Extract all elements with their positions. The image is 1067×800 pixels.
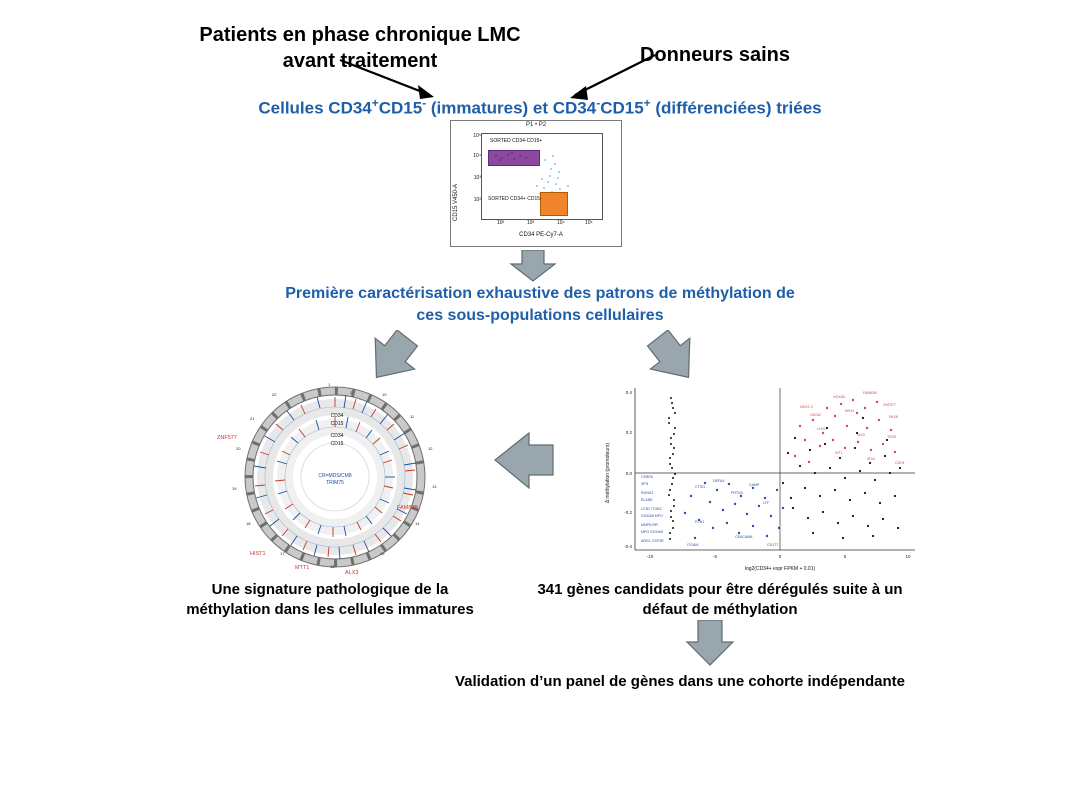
facs-gate-top-label: SORTED CD34-CD15+ <box>490 138 543 144</box>
circos-gene-znf577: ZNF577 <box>217 435 237 441</box>
scatter-gene-label-blue: CEACAM8 <box>735 535 753 539</box>
facs-y-ticks: 10⁵ 10⁴ 10³ 10² <box>473 133 481 203</box>
circos-chr-label: 13 <box>432 484 437 489</box>
label-341-line2: défaut de méthylation <box>642 600 798 618</box>
circos-chr-label: 18 <box>246 521 251 526</box>
scatter-gene-label-red: MSX1 <box>845 409 855 413</box>
scatter-gene-label-blue: SPI1 <box>641 482 649 486</box>
scatter-gene-label-blue: CTSG <box>695 485 705 489</box>
circos-svg <box>210 380 460 575</box>
scatter-y-tick: -0.4 <box>624 544 632 549</box>
circos-chr-label: 15 <box>380 551 385 556</box>
scatter-gene-label-red: ZNF577 <box>883 403 896 407</box>
arrow-to-validation <box>680 620 740 666</box>
arrow-facs-to-characterization <box>505 250 565 282</box>
facs-plot-area <box>481 133 603 220</box>
label-patients-line2: avant traitement <box>282 50 438 72</box>
scatter-gene-label-blue: ARG1 CSF3R <box>641 539 664 543</box>
label-signature-immature-cells <box>150 580 510 619</box>
scatter-gene-label-blue: ITGAM <box>687 543 699 547</box>
scatter-gene-label-blue: LCN2 ITGB2 <box>641 507 662 511</box>
circos-methylation-plot <box>210 380 460 575</box>
circos-gene-alx3: ALX3 <box>345 570 359 575</box>
scatter-gene-label-blue: ELANE <box>641 498 653 502</box>
scatter-gene-label-blue: CEBPA <box>641 475 653 479</box>
label-signature-line1: Une signature pathologique de la <box>211 581 449 598</box>
scatter-gene-label-red: NKX2-3 <box>800 405 813 409</box>
circos-chr-label: 12 <box>428 446 433 451</box>
scatter-gene-label-red: PAX6 <box>889 415 898 419</box>
scatter-gene-label-blue: LTF <box>763 501 770 505</box>
circos-ring-label-cd15-inner: CD15 <box>330 441 344 447</box>
label-characterization-line1: Première caractérisation exhaustive des patrons de méthylation de <box>285 285 795 302</box>
arrow-circos-to-scatter <box>468 430 578 490</box>
circos-chr-label: 16 <box>330 564 335 569</box>
circos-chr-label: 10 <box>382 392 387 397</box>
circos-chr-label: 20 <box>236 446 241 451</box>
scatter-gene-label-blue: S100A8 MPO <box>641 514 663 518</box>
scatter-gene-label-red: HOXA5 <box>833 395 846 399</box>
scatter-x-tick: -10 <box>646 554 654 559</box>
circos-center-label-2: TRIM75 <box>326 480 344 486</box>
scatter-y-tick: 0.4 <box>625 390 632 395</box>
circos-chr-label: 21 <box>250 416 255 421</box>
label-healthy-donors: Donneurs sains <box>639 44 791 66</box>
circos-chr-label: 22 <box>272 392 277 397</box>
circos-center-label-1: CR=MDS/CM8 <box>318 473 352 479</box>
scatter-gene-label-red: WT1 <box>835 451 843 455</box>
scatter-gene-label-blue: MMP8 BPI <box>641 523 659 527</box>
scatter-svg <box>595 378 925 578</box>
scatter-y-tick: 0.0 <box>625 471 632 476</box>
scatter-gene-label-blue: CAMP <box>749 483 760 487</box>
scatter-gene-label-blue: RUNX3 <box>641 491 654 495</box>
scatter-gene-label-blue: PRTN3 <box>731 491 743 495</box>
scatter-gene-label-red: SIX3 <box>857 433 865 437</box>
facs-gate-cd34-positive <box>540 192 568 216</box>
scatter-y-tick: 0.2 <box>625 430 632 435</box>
scatter-gene-label-blue: CD177 <box>767 543 779 547</box>
scatter-gene-label-red: CDH1 <box>895 461 905 465</box>
scatter-y-axis-label: Δ méthylation (promoteurs) <box>605 442 611 504</box>
scatter-gene-label-red: TBX5 <box>887 435 896 439</box>
scatter-x-axis-label: log2(CD34+ expr FPKM + 0.01) <box>744 566 816 572</box>
circos-chr-label: 19 <box>232 486 237 491</box>
circos-chr-label: 17 <box>280 551 285 556</box>
scatter-methylation-expression-plot <box>595 378 925 578</box>
label-sorted-cells: Cellules CD34+CD15- (immatures) et CD34-CD15+ (différenciées) triées <box>258 96 822 118</box>
scatter-y-tick: -0.2 <box>624 510 632 515</box>
scatter-gene-label-blue: FCN1 <box>695 520 705 524</box>
label-characterization-line2: ces sous-populations cellulaires <box>416 306 664 324</box>
scatter-x-tick: 10 <box>905 554 911 559</box>
circos-ring-label-cd34-outer: CD34 <box>330 413 344 419</box>
scatter-x-tick: -5 <box>712 554 718 559</box>
scatter-x-tick: 0 <box>778 554 782 559</box>
label-341-line1: 341 gènes candidats pour être dérégulés suite à un <box>537 581 903 598</box>
label-341-candidate-genes <box>510 580 930 619</box>
label-characterization <box>250 283 830 326</box>
circos-chr-label: 2 <box>350 390 353 395</box>
scatter-gene-label-blue: MPO S100A9 <box>641 530 663 534</box>
circos-ring-label-cd34-inner: CD34 <box>330 433 344 439</box>
label-patients-line1: Patients en phase chronique LMC <box>199 24 521 46</box>
scatter-gene-label-red: LHX2 <box>817 427 826 431</box>
facs-scatter-plot <box>450 120 622 247</box>
circos-gene-fam83b: FAM83B <box>397 505 419 511</box>
facs-y-axis-label: CD15 V450-A <box>453 183 459 221</box>
facs-gate-bottom-label: SORTED CD34+ CD15- <box>488 196 542 202</box>
circos-gene-mtt1: MTT1 <box>295 565 310 571</box>
label-validation-cohort: Validation d’un panel de gènes dans une cohorte indépendante <box>454 673 906 690</box>
circos-chr-label: 11 <box>410 414 415 419</box>
circos-gene-hist1: HIST1 <box>250 551 266 557</box>
circos-chr-label: 14 <box>415 521 420 526</box>
facs-title: P1 • P2 <box>525 122 547 128</box>
scatter-gene-label-red: FAM83B <box>863 391 877 395</box>
facs-x-ticks: 10² 10³ 10⁴ 10⁵ <box>497 220 593 226</box>
facs-x-axis-label: CD34 PE-Cy7-A <box>519 232 563 238</box>
scatter-gene-label-red: IRX4 <box>867 457 875 461</box>
scatter-gene-label-red: GATA2 <box>810 413 822 417</box>
scatter-x-tick: 5 <box>843 554 847 559</box>
circos-ring-label-cd15-outer: CD15 <box>330 421 344 427</box>
scatter-gene-label-blue: DEFA4 <box>713 479 725 483</box>
circos-chr-label: 1 <box>328 382 331 387</box>
label-signature-line2: méthylation dans les cellules immatures <box>186 600 474 618</box>
